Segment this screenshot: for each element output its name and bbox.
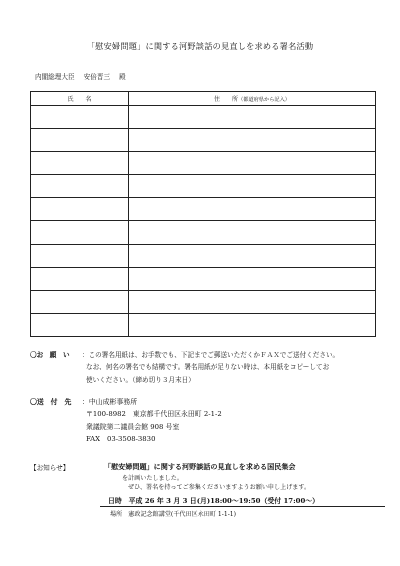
request-line: ：この署名用紙は、お手数でも、下記までご郵送いただくかＦＡＸでご送付ください。 bbox=[82, 351, 340, 359]
signature-address-cell[interactable] bbox=[129, 152, 376, 175]
send-section bbox=[30, 396, 222, 446]
signature-address-cell[interactable] bbox=[129, 221, 376, 244]
signature-row bbox=[31, 244, 376, 267]
signature-name-cell[interactable] bbox=[31, 244, 129, 267]
signature-row bbox=[31, 106, 376, 129]
header-address-label: 住 所 bbox=[214, 96, 239, 103]
notice-line: ぜひ、署名を持ってご参集くださいますようお願い申し上げます。 bbox=[128, 484, 311, 492]
header-name-label: 氏 名 bbox=[67, 96, 92, 103]
signature-address-cell[interactable] bbox=[129, 244, 376, 267]
request-section bbox=[30, 349, 380, 386]
signature-rows bbox=[31, 106, 376, 337]
signature-row bbox=[31, 267, 376, 290]
signature-address-cell[interactable] bbox=[129, 129, 376, 152]
signature-table-header bbox=[31, 92, 376, 106]
signature-name-cell[interactable] bbox=[31, 267, 129, 290]
header-name bbox=[31, 92, 129, 106]
addressee-name: 安倍晋三 bbox=[83, 73, 111, 81]
signature-address-cell[interactable] bbox=[129, 175, 376, 198]
signature-address-cell[interactable] bbox=[129, 290, 376, 313]
signature-address-cell[interactable] bbox=[129, 313, 376, 336]
signature-row bbox=[31, 175, 376, 198]
addressee-honorific: 殿 bbox=[119, 73, 126, 81]
send-label: 〇送 付 先 bbox=[30, 398, 72, 406]
signature-name-cell[interactable] bbox=[31, 221, 129, 244]
send-line: ：中山成彬事務所 bbox=[82, 398, 138, 406]
notice-event-title: 「慰安婦問題」に関する河野談話の見直しを求める国民集会 bbox=[104, 462, 296, 471]
signature-row bbox=[31, 129, 376, 152]
notice-date: 日時 平成 26 年 3 月 3 日(月)18:00～19:50（受付 17:00～） bbox=[108, 497, 320, 505]
signature-address-cell[interactable] bbox=[129, 106, 376, 129]
signature-name-cell[interactable] bbox=[31, 290, 129, 313]
signature-address-cell[interactable] bbox=[129, 198, 376, 221]
signature-row bbox=[31, 313, 376, 336]
notice-label: 【お知らせ】 bbox=[30, 464, 70, 472]
header-address-note: （都道府県から記入） bbox=[238, 97, 290, 103]
request-label: 〇お 願 い bbox=[30, 351, 70, 359]
request-line: 使いください。（締め切り３月末日） bbox=[86, 375, 195, 384]
notice-line: を計画いたしました。 bbox=[122, 475, 183, 482]
signature-row bbox=[31, 290, 376, 313]
signature-name-cell[interactable] bbox=[31, 175, 129, 198]
signature-row bbox=[31, 152, 376, 175]
notice-venue: 場所 憲政記念館講堂(千代田区永田町 1-1-1) bbox=[110, 511, 237, 518]
signature-name-cell[interactable] bbox=[31, 313, 129, 336]
send-line: 〒100-8982 東京都千代田区永田町 2-1-2 bbox=[86, 410, 222, 419]
notice-date-box bbox=[100, 495, 385, 507]
send-line: 衆議院第二議員会館 908 号室 bbox=[86, 422, 180, 431]
request-line: なお、何名の署名でも結構です。署名用紙が足りない時は、本用紙をコピーしてお bbox=[86, 363, 330, 372]
signature-table bbox=[30, 91, 376, 337]
signature-name-cell[interactable] bbox=[31, 198, 129, 221]
signature-row bbox=[31, 221, 376, 244]
addressee-office: 内閣総理大臣 bbox=[35, 73, 75, 81]
signature-row bbox=[31, 198, 376, 221]
header-address bbox=[129, 92, 376, 106]
send-line: FAX 03-3508-3830 bbox=[86, 435, 156, 444]
signature-name-cell[interactable] bbox=[31, 152, 129, 175]
document-title: 「慰安婦問題」に関する河野談話の見直しを求める署名活動 bbox=[86, 41, 314, 51]
signature-address-cell[interactable] bbox=[129, 267, 376, 290]
addressee-line bbox=[35, 71, 133, 81]
signature-name-cell[interactable] bbox=[31, 106, 129, 129]
signature-name-cell[interactable] bbox=[31, 129, 129, 152]
